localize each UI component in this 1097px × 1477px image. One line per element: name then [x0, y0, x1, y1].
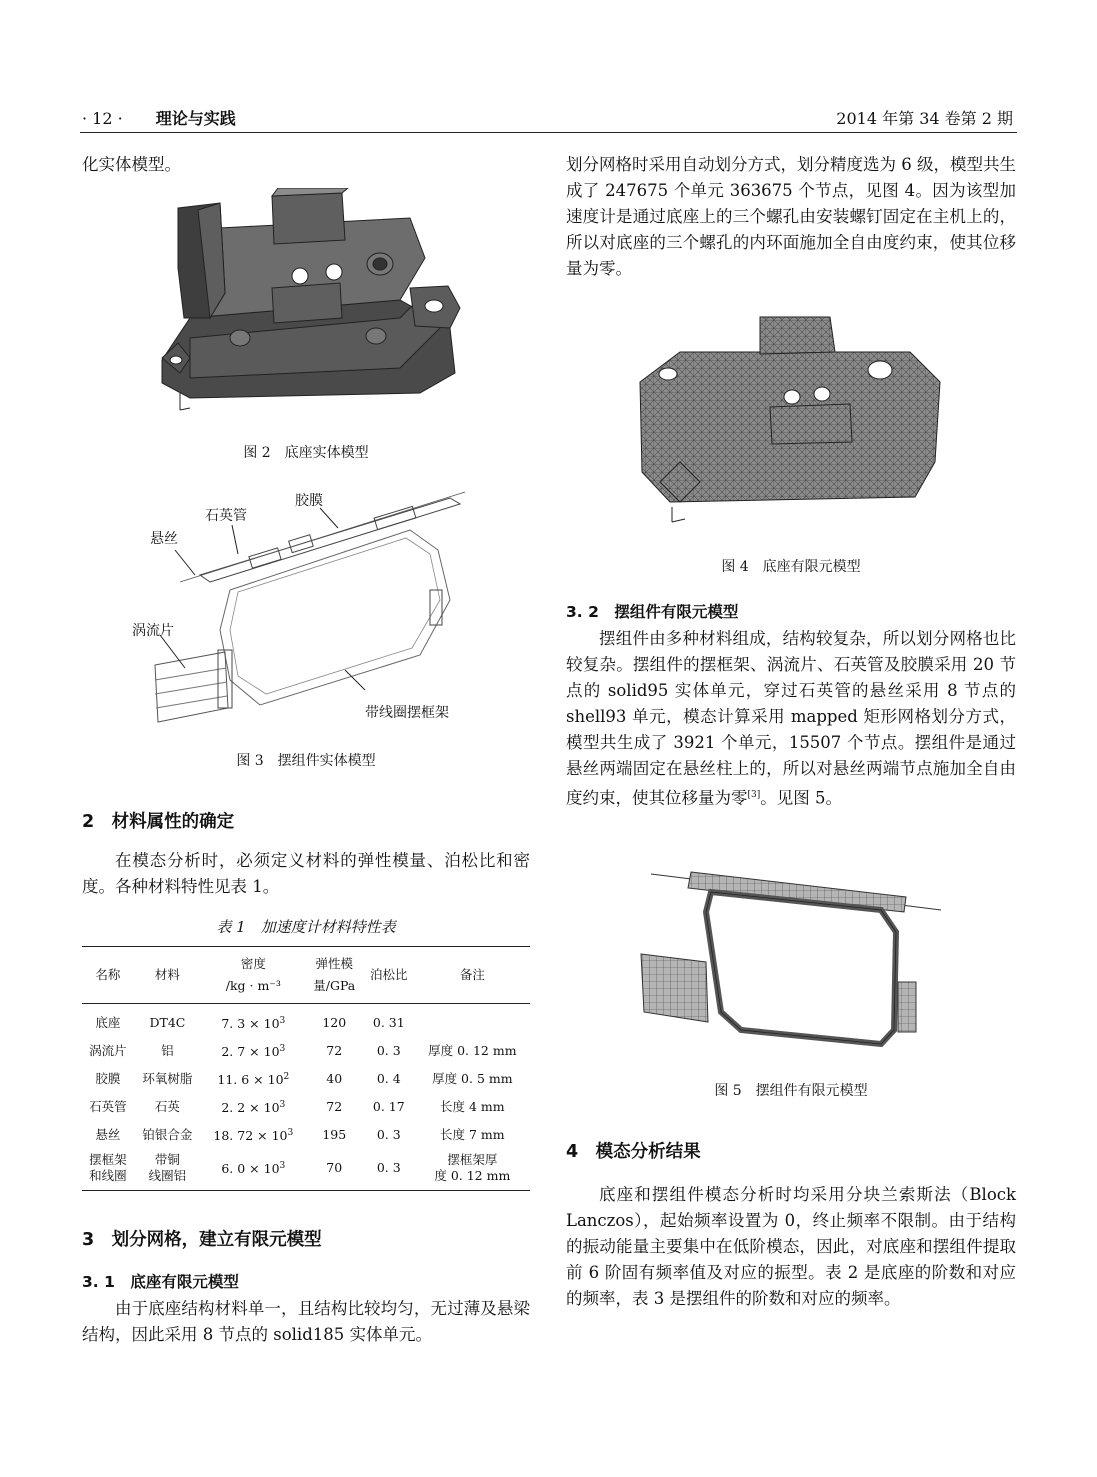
section-3-2-paragraph: 摆组件由多种材料组成，结构较复杂，所以划分网格也比较复杂。摆组件的摆框架、涡流片、石英管及胶膜采用 20 节点的 solid95 实体单元，穿过石英管的悬丝采用 8 节点的 shell93 单元，模态计算采用 mapped 矩形网格划分方式，模型共生成了 3921 个单元，15507 个节点。摆组件是通过悬丝两端固定在悬丝柱上的，所以对悬丝两端节点施加全自由度约束，使其位移量为零[3]。见图 5。 — [566, 629, 1016, 808]
table-row: 底座 DT4C 7. $3 \times 10^3$ 120 0. 31 — [95, 1015, 405, 1032]
label-woliupian: 涡流片 — [132, 623, 174, 639]
figure-2-base-solid — [150, 188, 470, 428]
col-material: 材料 — [134, 947, 201, 1004]
label-daixianquan: 带线圈摆框架 — [365, 705, 449, 721]
table-row: 摆框架 和线圈 带铜 线圈铝 6. $0 \times 10^3$ 70 0. 3 摆框架厚 度 0. 12 mm — [82, 1149, 530, 1191]
section-3-title: 3 划分网格，建立有限元模型 — [82, 1230, 322, 1250]
page-number: · 12 · — [82, 109, 123, 128]
material-properties-table — [82, 946, 530, 1191]
col-modulus: 弹性模 量/GPa — [306, 947, 363, 1004]
section-2-title: 2 材料属性的确定 — [82, 812, 235, 832]
col-note: 备注 — [415, 947, 530, 1004]
figure-3-pendulum-solid — [120, 480, 500, 730]
right-paragraph-1: 划分网格时采用自动划分方式，划分精度选为 6 级，模型共生成了 247675 个单元 363675 个节点，见图 4。因为该型加速度计是通过底座上的三个螺孔由安装螺钉固定在主机上的，所以对底座的三个螺孔的内环面施加全自由度约束，使其位移量为零。 — [566, 155, 1016, 278]
label-xuansi: 悬丝 — [150, 531, 178, 547]
table-row: 石英管 石英 2. $2 \times 10^3$ 72 0. 17 长度 4 mm — [89, 1099, 505, 1116]
running-header-left — [82, 106, 236, 129]
table-1-title: 表 1 加速度计材料特性表 — [216, 918, 396, 936]
figure-5-caption: 图 5 摆组件有限元模型 — [714, 1083, 868, 1099]
section-3-1-paragraph: 由于底座结构材料单一，且结构比较均匀，无过薄及悬梁结构，因此采用 8 节点的 solid185 实体单元。 — [82, 1299, 530, 1344]
table-row: 涡流片 铝 2. $7 \times 10^3$ 72 0. 3 厚度 0. 12 mm — [89, 1043, 517, 1060]
section-3-2-title: 3. 2 摆组件有限元模型 — [566, 603, 739, 621]
section-4-paragraph: 底座和摆组件模态分析时均采用分块兰索斯法（Block Lanczos），起始频率设置为 0，终止频率不限制。由于结构的振动能量主要集中在低阶模态，因此，对底座和摆组件提取前 6 阶固有频率值及对应的振型。表 2 是底座的阶数和对应的频率，表 3 是摆组件的阶数和对应的频率。 — [566, 1185, 1016, 1308]
issue-info: 2014 年第 34 卷第 2 期 — [836, 109, 1013, 128]
col-density: 密度 /kg · m⁻³ — [201, 947, 306, 1004]
col-poisson: 泊松比 — [363, 947, 415, 1004]
figure-2-caption: 图 2 底座实体模型 — [243, 445, 369, 461]
header-rule — [80, 132, 1017, 133]
col-name: 名称 — [82, 947, 134, 1004]
figure-4-caption: 图 4 底座有限元模型 — [721, 559, 861, 575]
label-shiyingguan: 石英管 — [205, 508, 247, 524]
table-row: 胶膜 环氧树脂 11. $6 \times 10^2$ 40 0. 4 厚度 0. 5 mm — [95, 1071, 513, 1088]
figure-4-base-mesh — [630, 312, 950, 527]
figure-3-caption: 图 3 摆组件实体模型 — [236, 753, 376, 769]
label-jiaomo: 胶膜 — [295, 493, 323, 509]
journal-section: 理论与实践 — [155, 109, 236, 128]
section-3-1-title: 3. 1 底座有限元模型 — [82, 1273, 239, 1291]
table-row: 悬丝 铂银合金 18. $72 \times 10^3$ 195 0. 3 长度 7 mm — [95, 1127, 505, 1144]
section-4-title: 4 模态分析结果 — [566, 1142, 701, 1162]
figure-5-pendulum-mesh — [636, 862, 946, 1062]
intro-text: 化实体模型。 — [82, 155, 181, 174]
section-2-paragraph: 在模态分析时，必须定义材料的弹性模量、泊松比和密度。各种材料特性见表 1。 — [82, 851, 530, 896]
